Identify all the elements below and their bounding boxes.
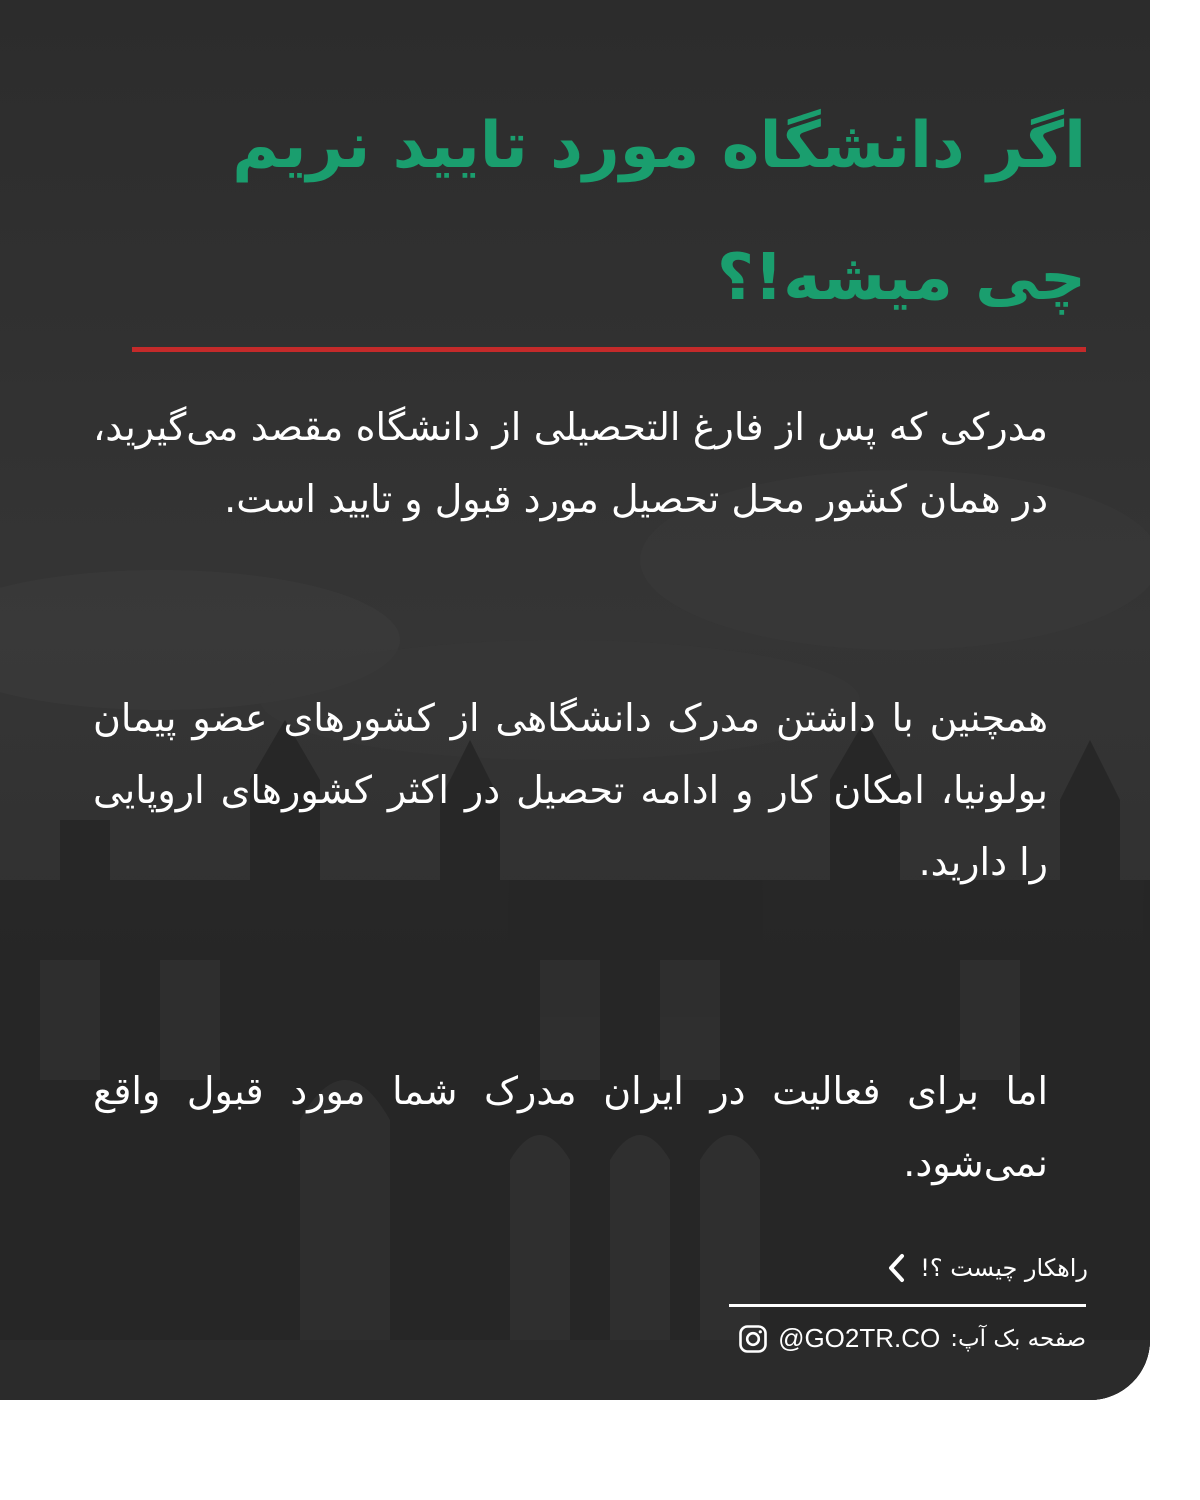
headline-line-2: چی میشه!؟ xyxy=(716,241,1086,315)
paragraph-3: اما برای فعالیت در ایران مدرک شما مورد قبول واقع نمی‌شود. xyxy=(93,1069,1048,1185)
backup-label: صفحه بک آپ: xyxy=(950,1325,1086,1352)
headline-line-1: اگر دانشگاه مورد تایید نریم xyxy=(232,109,1086,183)
chevron-left-icon xyxy=(884,1250,910,1286)
headline xyxy=(126,80,1086,344)
instagram-handle[interactable]: @GO2TR.CO xyxy=(778,1323,941,1353)
instagram-icon xyxy=(738,1324,768,1354)
backup-page-info xyxy=(738,1323,1086,1354)
next-slide-link[interactable] xyxy=(884,1250,1088,1286)
next-slide-label: راهکار چیست ؟! xyxy=(920,1254,1088,1282)
footer-divider xyxy=(729,1304,1086,1307)
title-divider xyxy=(132,347,1086,352)
paragraph-2: همچنین با داشتن مدرک دانشگاهی از کشورهای عضو پیمان بولونیا، امکان کار و ادامه تحصیل در اکثر کشورهای اروپایی را دارید. xyxy=(93,696,1048,884)
paragraph-1: مدرکی که پس از فارغ التحصیلی از دانشگاه مقصد می‌گیرید، در همان کشور محل تحصیل مورد قبول و تایید است. xyxy=(93,405,1048,521)
